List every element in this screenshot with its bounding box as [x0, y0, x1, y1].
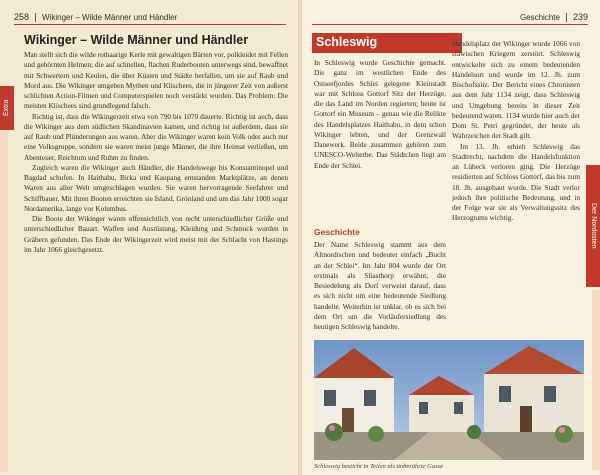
paragraph: Man stellt sich die wilde rothaarige Kerle mit gewaltigen Bärten vor, polkleidet mit Fellen und gehörnten Helmen; die auf schnellen, flachen Ruderbooten unterwegs sind, bewaffnet mit Schwertern und Keulen, die über Küsten und Städte herfallen, um sie auf Raub und Mord aus. Die Wikinger umgeben Mythen und Klischees, die in jüngerer Zeit von außerst schlichten Action-Filmen und Computerspielen noch verstärkt wurden. Das Problem: Die meisten Klischees sind grundlegend falsch. [24, 50, 288, 111]
paragraph: Richtig ist, dass die Wikingerzeit etwa von 790 bis 1070 dauerte. Richtig ist auch, dass die Wikinger aus dem südlichen Skandinavien kamen, und richtig ist außerdem, dass sie auf Raub und Plünderungen aus waren. Aber die Wikinger waren kein Volk oder auch nur eine Volksgruppe, sondern sie waren meist junge Männer, die ihre Heimat verließen, um Abenteuer, Reichtum und Ruhm zu finden. [24, 111, 288, 162]
left-body-text [24, 50, 288, 470]
header-rule [14, 24, 286, 25]
right-margin-strip [592, 290, 600, 470]
book-gutter [298, 0, 302, 475]
right-running-head [520, 12, 588, 22]
right-page [300, 0, 600, 475]
place-title-box [312, 33, 462, 53]
extra-tab: Extra [0, 86, 14, 130]
paragraph: Zugleich waren die Wikinger auch Händler, die Handelswege bis Konstantinopel und Bagdad schufen. In Haithabu, Birka und Kaupang entstanden Marktplätze, an denen Waren aus aller Welt umgeschlagen wurden. Sie waren hervorragende Seefahrer und Schiffbauer. Mit ihren Booten erreichten sie Island, Grönland und um das Jahr 1000 sogar Nordamerika, lange vor Kolumbus. [24, 162, 288, 213]
history-text [314, 240, 446, 334]
right-running-title: Geschichte [519, 12, 560, 22]
place-title: Schleswig [316, 35, 378, 49]
paragraph: Die Boote der Wikinger waren offensichtlich von recht unterschiedlicher Größe und unterschiedlicher Bauart. Waffen und Ausrüstung, Kleidung und Schmuck wurden in Gräbern gefunden. Das Ende der Wikingerzeit wird meist mit der Schlacht von Hastings im Jahr 1066 gleichgesetzt. [24, 214, 288, 254]
street-photo [314, 340, 584, 460]
paragraph: Handelsplatz der Wikinger wurde 1066 von slawischen Kriegern zerstört. Schleswig entwickelte sich zu einem bedeutenden Handelsort und wurde im 12. Jh. zum Bischofssitz. Der Bericht eines Chronisten aus dem Jahr 1134 zeigt, dass Schleswig und Umgebung bereits in dieser Zeit bedeutend waren. 1134 wurde hier auch der Dom St. Petri gegründet, der heute als Wahrzeichen der Stadt gilt. [452, 39, 580, 141]
region-tab: Der Nordosten [586, 165, 600, 287]
paragraph: Im 13. Jh. erhielt Schleswig das Stadtrecht, nachdem die Handelsfunktion an Lübeck verloren ging. Die Herzöge residierten auf Schloss Gottorf, das bis zum 18. Jh. ausgebaut wurde. Die Stadt verlor jedoch ihre politische Bedeutung, und in der Folge war sie als Verwaltungssitz des Herzogtums wichtig. [452, 141, 580, 223]
paragraph: In Schleswig wurde Geschichte gemacht. Die ganz im westlichen Ende des Ostseefjordes Schlei gelegene Kleinstadt war mit Schloss Gottorf Sitz der Herzöge, die das Land im Norden regierten; heute ist Gottorf ein Museum – genau wie die Relikte des Handelsplatzes Haithabu, in dem schon Wikinger lebten, und der Grenzwall Danewerk. Beide zusammen gehören zum UNESCO-Welterbe. Das Städtchen liegt am Ende der Schlei. [314, 58, 446, 170]
right-column-text [452, 39, 580, 339]
header-rule [312, 24, 588, 25]
left-running-head [14, 12, 177, 22]
photo-caption: Schleswig besticht in Teilen als unberührte Gasse [314, 463, 444, 470]
paragraph: Der Name Schleswig stammt aus dem Altnordischen und bedeutet einfach „Bucht an der Schlei“. Im Jahr 804 wurde der Ort erstmals als Sliasthorp erwähnt, die Besiedelung als Dorf verweist darauf, dass es sich nicht um eine bedeutende Siedlung handelte. Weiterhin ist unklar, ob es sich bei dem Ort um die Vorläufersiedlung des heutigen Schleswig handelte. [314, 240, 446, 331]
right-page-number: 239 [572, 12, 588, 22]
intro-text [314, 58, 446, 196]
header-separator [35, 13, 36, 22]
left-running-title: Wikinger – Wilde Männer und Händler [42, 12, 178, 22]
left-page-number: 258 [14, 12, 30, 22]
left-margin-strip [0, 132, 8, 472]
street-photo-illustration [314, 340, 584, 460]
chapter-title: Wikinger – Wilde Männer und Händler [24, 33, 249, 47]
header-separator [566, 13, 567, 22]
section-heading: Geschichte [314, 227, 360, 237]
